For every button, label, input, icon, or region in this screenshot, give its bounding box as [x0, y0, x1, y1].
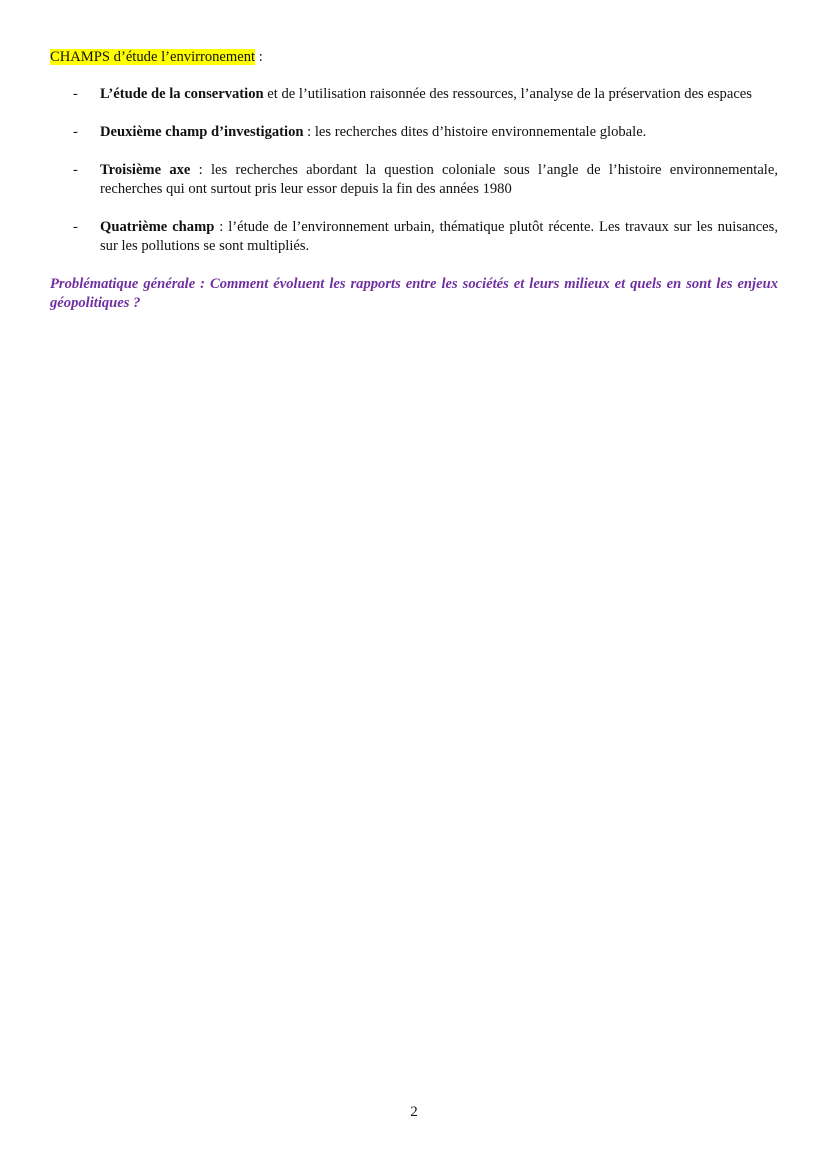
- list-item: [50, 123, 778, 142]
- list-bullet: -: [73, 162, 78, 178]
- heading-highlight: CHAMPS d’étude l’envirronement: [50, 49, 256, 65]
- item-text: : l’étude de l’environnement urbain, thématique plutôt récente. Les travaux sur les nuisances, sur les pollutions se sont multipliés.: [100, 219, 778, 254]
- section-heading: [50, 48, 778, 67]
- item-title: Troisième axe: [100, 162, 191, 178]
- list-bullet: -: [73, 124, 78, 140]
- list-bullet: -: [73, 219, 78, 235]
- page-number: 2: [410, 1104, 418, 1120]
- item-title: L’étude de la conservation: [100, 86, 264, 102]
- problematique-paragraph: Problématique générale : Comment évoluent les rapports entre les sociétés et leurs milieux et quels en sont les enjeux géopolitiques ?: [50, 276, 778, 311]
- list-item: [50, 161, 778, 199]
- item-text: et de l’utilisation raisonnée des ressources, l’analyse de la préservation des espaces: [263, 86, 752, 102]
- item-text: : les recherches dites d’histoire environnementale globale.: [303, 124, 647, 140]
- document-page: [50, 48, 778, 328]
- fields-list: [50, 85, 778, 256]
- item-title: Quatrième champ: [100, 219, 215, 235]
- list-bullet: -: [73, 86, 78, 102]
- item-title: Deuxième champ d’investigation: [100, 124, 304, 140]
- list-item: [50, 85, 778, 104]
- item-text: : les recherches abordant la question coloniale sous l’angle de l’histoire environnementale, recherches qui ont surtout pris leur essor depuis la fin des années 1980: [100, 162, 778, 197]
- list-item: [50, 218, 778, 256]
- heading-suffix: :: [255, 49, 263, 65]
